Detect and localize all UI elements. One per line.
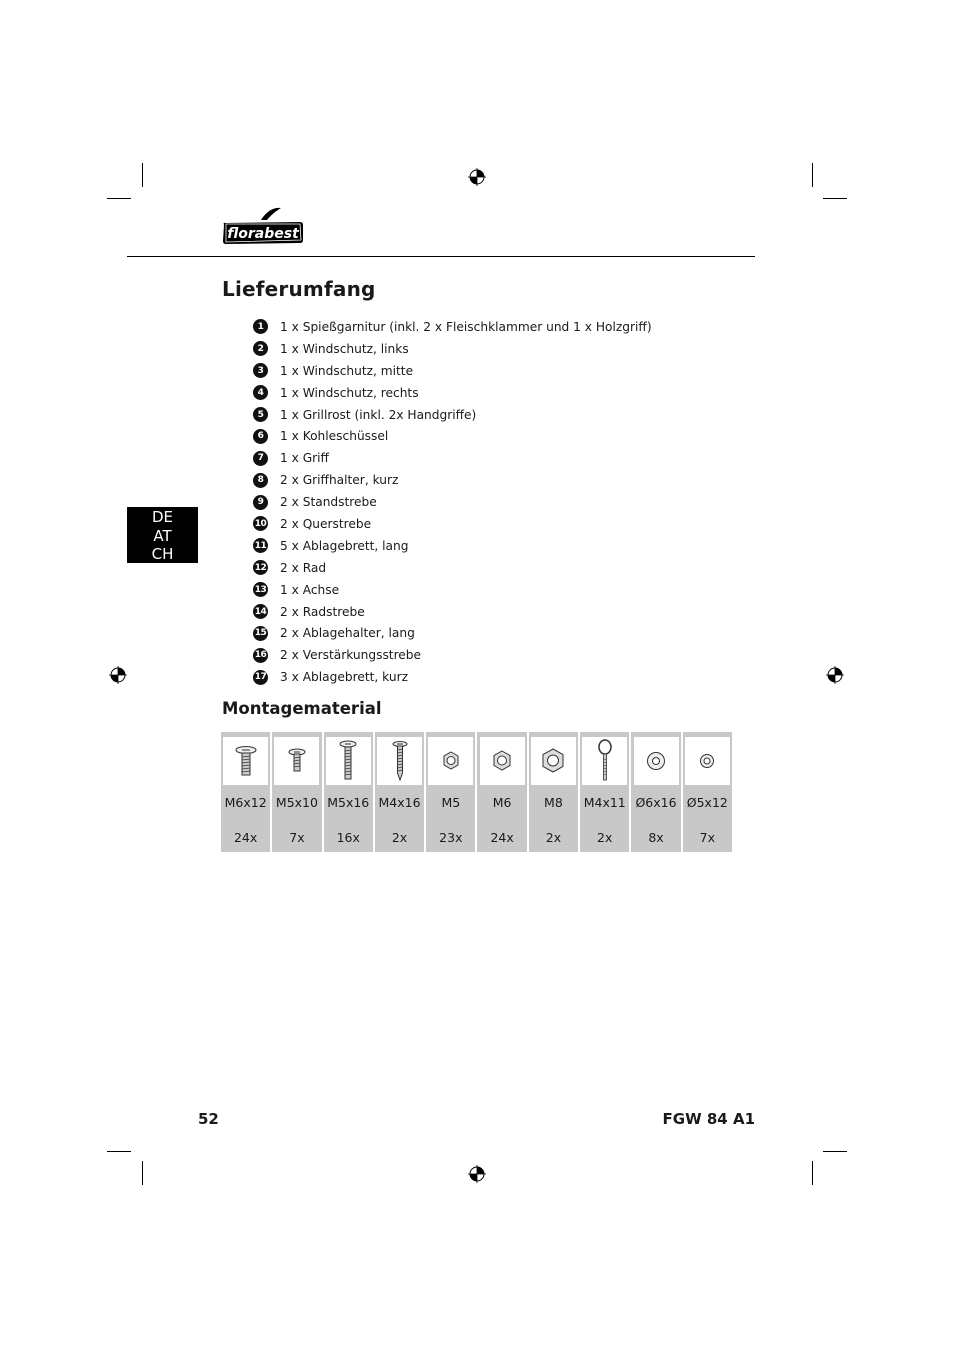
hex-nut-icon [531, 737, 576, 785]
hardware-size: M8 [544, 795, 563, 810]
list-item [253, 447, 652, 469]
hardware-size: M5x10 [275, 795, 318, 810]
item-text: 1 x Kohleschüssel [280, 429, 389, 444]
florabest-logo [221, 206, 305, 246]
item-number-badge: 6 [253, 429, 268, 444]
hardware-item [631, 732, 680, 852]
crop-mark [823, 198, 847, 199]
crop-mark [812, 1161, 813, 1185]
list-item [253, 316, 652, 338]
hardware-quantity: 2x [545, 830, 562, 845]
item-number-badge: 4 [253, 385, 268, 400]
registration-mark-icon [109, 666, 127, 684]
crop-mark [812, 163, 813, 187]
crop-mark [142, 163, 143, 187]
item-number-badge: 13 [253, 582, 268, 597]
crop-mark [142, 1161, 143, 1185]
item-number-badge: 9 [253, 495, 268, 510]
list-item [253, 425, 652, 447]
item-number-badge: 3 [253, 363, 268, 378]
hardware-size: M6x12 [224, 795, 267, 810]
hardware-item [272, 732, 321, 852]
list-item [253, 513, 652, 535]
list-item [253, 666, 652, 688]
item-number-badge: 2 [253, 341, 268, 356]
language-tab [127, 507, 198, 563]
item-number-badge: 7 [253, 451, 268, 466]
item-number-badge: 15 [253, 626, 268, 641]
list-item [253, 601, 652, 623]
hardware-quantity: 16x [336, 830, 360, 845]
item-text: 1 x Griff [280, 451, 329, 466]
hex-nut-icon [480, 737, 525, 785]
list-item [253, 491, 652, 513]
hardware-size: M4x16 [378, 795, 421, 810]
language-label: CH [151, 545, 174, 563]
washer-icon [685, 737, 730, 785]
hardware-size: Ø6x16 [635, 795, 677, 810]
hardware-quantity: 2x [391, 830, 408, 845]
hardware-item [683, 732, 732, 852]
list-item [253, 338, 652, 360]
list-item [253, 557, 652, 579]
model-number: FGW 84 A1 [662, 1110, 755, 1128]
hardware-quantity: 24x [233, 830, 258, 845]
registration-mark-icon [826, 666, 844, 684]
hardware-item [477, 732, 526, 852]
hardware-item [529, 732, 578, 852]
hardware-quantity: 2x [597, 830, 613, 845]
hardware-size: Ø5x12 [686, 795, 728, 810]
parts-list [253, 316, 652, 688]
crop-mark [107, 1151, 131, 1152]
header-divider [127, 256, 755, 257]
item-text: 1 x Achse [280, 582, 340, 597]
item-text: 1 x Windschutz, links [280, 341, 409, 356]
hex-nut-icon [428, 737, 473, 785]
crop-mark [823, 1151, 847, 1152]
item-number-badge: 11 [253, 538, 268, 553]
item-text: 1 x Grillrost (inkl. 2x Handgriffe) [280, 407, 477, 422]
page-number: 52 [198, 1110, 219, 1128]
item-number-badge: 5 [253, 407, 268, 422]
hardware-quantity: 7x [289, 830, 305, 845]
item-number-badge: 17 [253, 670, 268, 685]
list-item [253, 469, 652, 491]
language-label: DE [151, 508, 174, 526]
list-item [253, 360, 652, 382]
item-text: 2 x Rad [280, 560, 327, 575]
hardware-item [375, 732, 424, 852]
list-item [253, 404, 652, 426]
crop-mark [107, 198, 131, 199]
screw-short-icon [223, 737, 268, 785]
list-item [253, 622, 652, 644]
item-text: 2 x Verstärkungsstrebe [280, 648, 422, 663]
item-number-badge: 14 [253, 604, 268, 619]
hardware-quantity: 8x [648, 830, 664, 845]
hardware-item [221, 732, 270, 852]
hardware-item [426, 732, 475, 852]
item-text: 2 x Radstrebe [280, 604, 365, 619]
item-number-badge: 1 [253, 319, 268, 334]
language-label: AT [153, 526, 172, 545]
washer-icon [634, 737, 679, 785]
page-title: Lieferumfang [222, 277, 376, 301]
hardware-item [580, 732, 629, 852]
item-text: 5 x Ablagebrett, lang [280, 538, 409, 553]
list-item [253, 535, 652, 557]
screw-long-icon [326, 737, 371, 785]
hardware-quantity: 24x [490, 830, 514, 845]
item-text: 1 x Spießgarnitur (inkl. 2 x Fleischklammer und 1 x Holzgriff) [280, 319, 652, 334]
list-item [253, 382, 652, 404]
item-text: 2 x Ablagehalter, lang [280, 626, 415, 641]
hardware-size: M6 [492, 795, 512, 810]
hardware-item [324, 732, 373, 852]
item-number-badge: 8 [253, 473, 268, 488]
item-number-badge: 16 [253, 648, 268, 663]
item-text: 3 x Ablagebrett, kurz [280, 670, 408, 685]
eye-bolt-icon [582, 737, 627, 785]
wood-screw-icon [377, 737, 422, 785]
item-number-badge: 12 [253, 560, 268, 575]
hardware-size: M4x11 [583, 795, 626, 810]
list-item [253, 644, 652, 666]
section-title: Montagematerial [222, 699, 382, 718]
item-text: 1 x Windschutz, mitte [280, 363, 414, 378]
item-number-badge: 10 [253, 516, 268, 531]
list-item [253, 579, 652, 601]
hardware-quantity: 7x [699, 830, 715, 845]
registration-mark-icon [468, 168, 486, 186]
hardware-table [221, 732, 732, 852]
registration-mark-icon [468, 1165, 486, 1183]
item-text: 2 x Querstrebe [280, 516, 372, 531]
screw-small-icon [274, 737, 319, 785]
hardware-size: M5x16 [327, 795, 370, 810]
svg-text:florabest: florabest [227, 226, 299, 242]
item-text: 2 x Standstrebe [280, 495, 377, 510]
item-text: 1 x Windschutz, rechts [280, 385, 419, 400]
hardware-quantity: 23x [439, 830, 463, 845]
hardware-size: M5 [441, 795, 461, 810]
item-text: 2 x Griffhalter, kurz [280, 473, 399, 488]
